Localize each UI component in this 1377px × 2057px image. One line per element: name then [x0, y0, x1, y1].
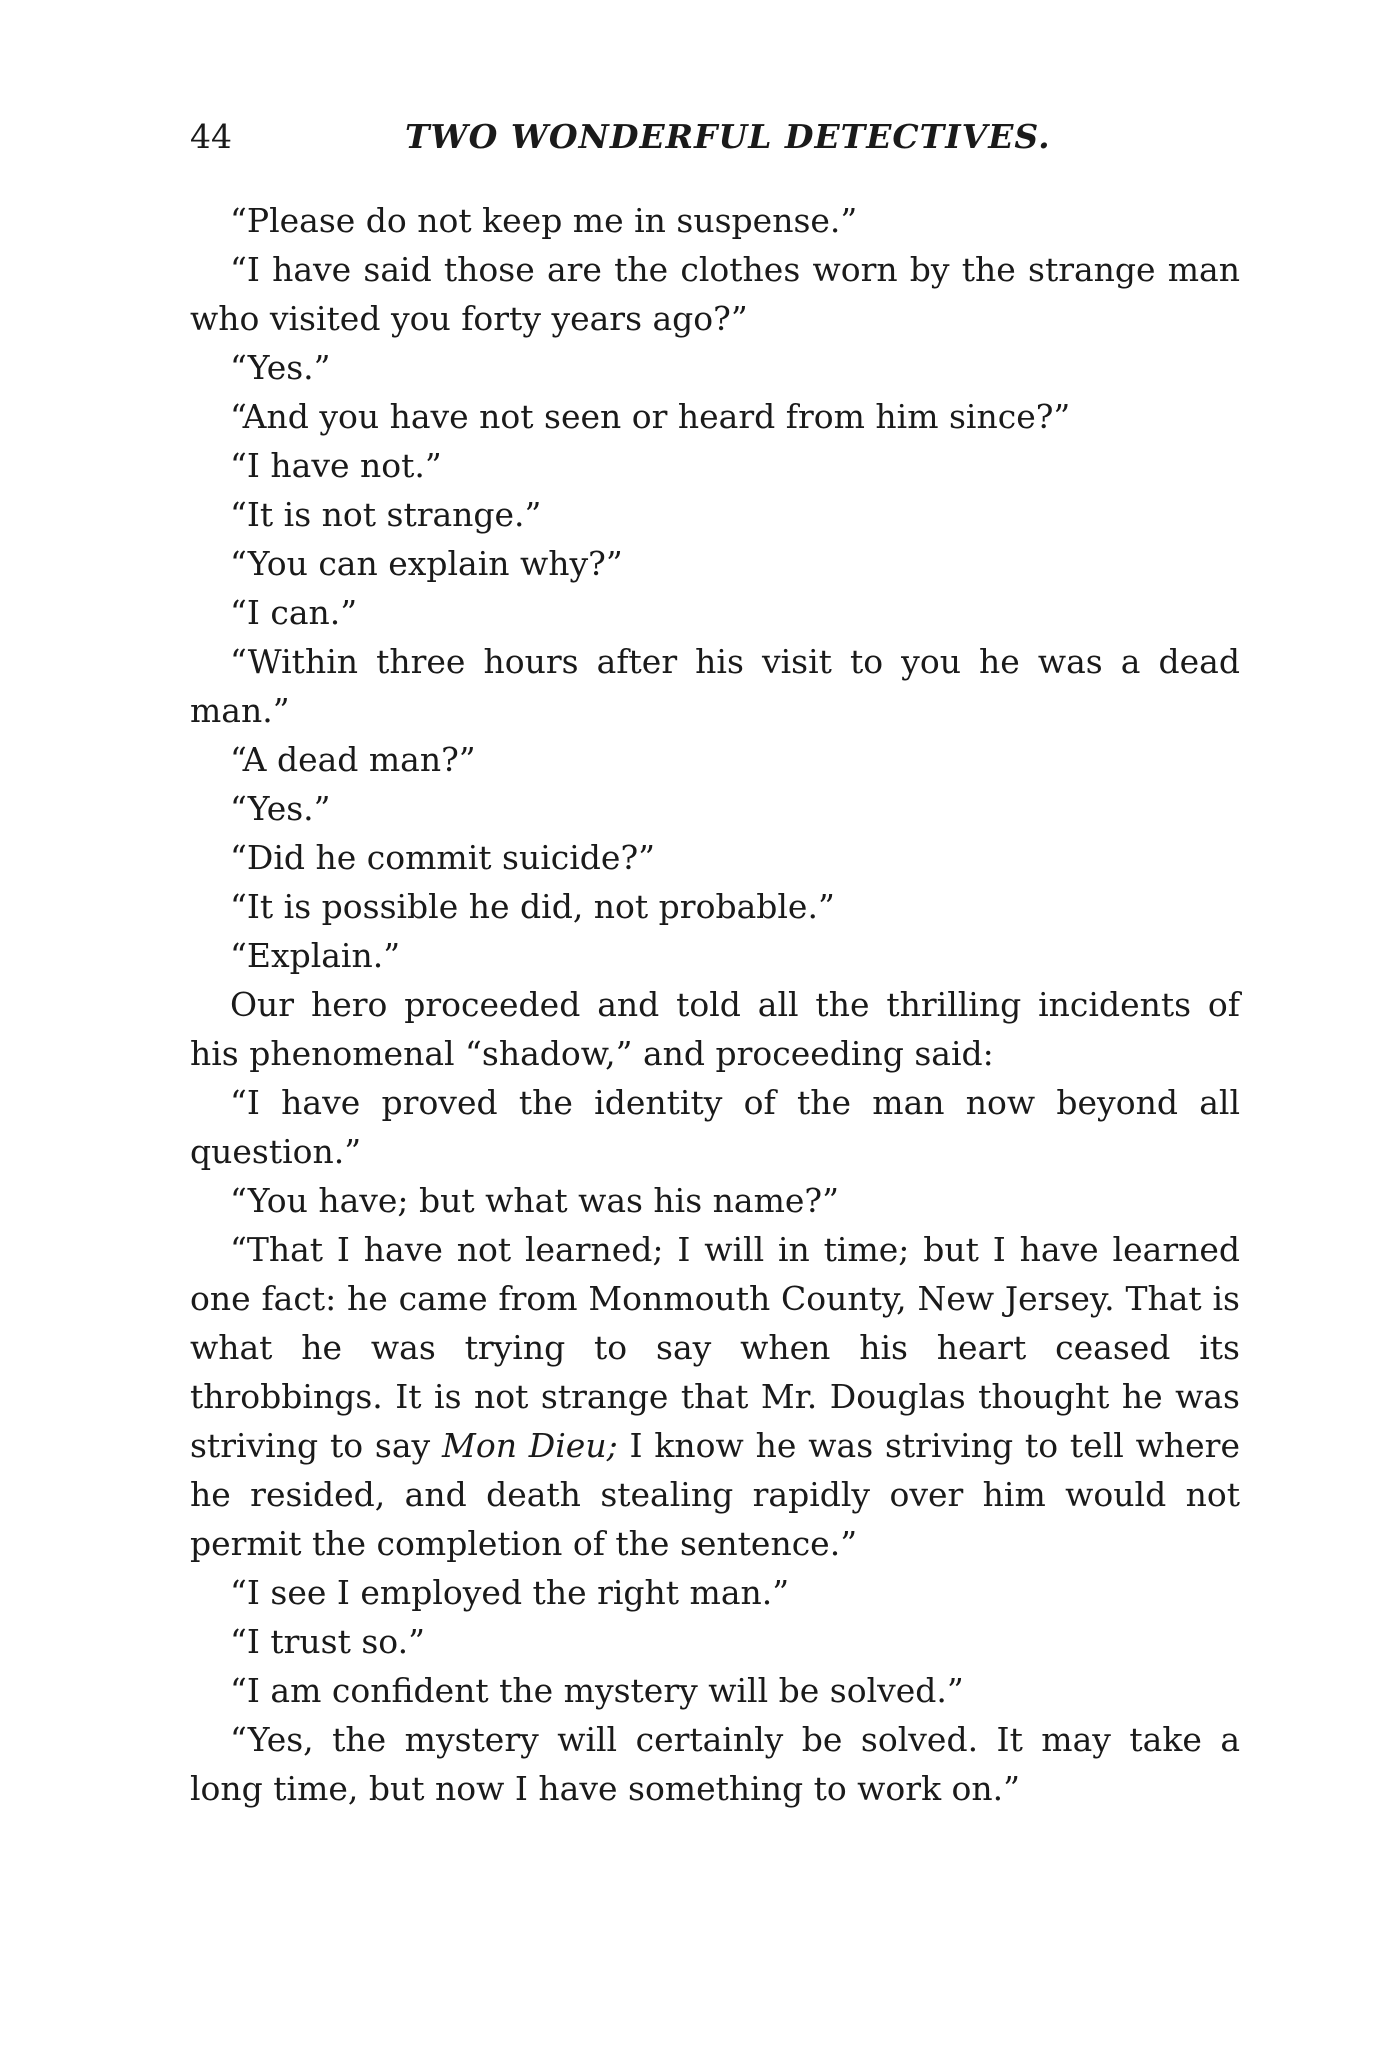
paragraph: “Did he commit suicide?” [230, 838, 656, 877]
paragraph: “Within three hours after his visit to you he was a dead man.” [190, 642, 1240, 730]
paragraph: “Please do not keep me in suspense.” [230, 201, 858, 240]
paragraph: “I can.” [230, 593, 358, 632]
paragraph: “You have; but what was his name?” [230, 1181, 839, 1220]
paragraph-text: I know he was striving to tell where he resided, and death stealing rapidly over him would not permit the completion of the sentence.” [190, 1426, 1240, 1563]
italic-phrase: Mon Dieu; [442, 1426, 618, 1465]
paragraph: “You can explain why?” [230, 544, 623, 583]
paragraph: Our hero proceeded and told all the thrilling incidents of his phenomenal “shadow,” and proceeding said: [190, 985, 1240, 1073]
paragraph: “Explain.” [230, 936, 401, 975]
paragraph-text: “That I have not learned; I will in time; but I have learned one fact: he came from Monmouth County, New Jersey. That is what he was trying to say when his heart ceased its throbbings. It is not strange that Mr. Douglas thought he was striving to say [190, 1230, 1240, 1465]
paragraph [190, 1225, 1240, 1568]
page-header [190, 112, 1240, 162]
paragraph: “I am confident the mystery will be solved.” [230, 1671, 964, 1710]
paragraph: “Yes, the mystery will certainly be solved. It may take a long time, but now I have something to work on.” [190, 1720, 1240, 1808]
paragraph: “I have said those are the clothes worn by the strange man who visited you forty years ago?” [190, 250, 1240, 338]
running-title: TWO WONDERFUL DETECTIVES. [405, 117, 1051, 156]
paragraph: “I have not.” [230, 446, 442, 485]
paragraph: “I see I employed the right man.” [230, 1573, 790, 1612]
paragraph: “Yes.” [230, 348, 331, 387]
paragraph: “It is not strange.” [230, 495, 542, 534]
paragraph: “It is possible he did, not probable.” [230, 887, 835, 926]
paragraph: “I have proved the identity of the man now beyond all question.” [190, 1083, 1240, 1171]
paragraph: “A dead man?” [230, 740, 476, 779]
body-text [190, 196, 1240, 1813]
paragraph: “Yes.” [230, 789, 331, 828]
paragraph: “And you have not seen or heard from him since?” [230, 397, 1071, 436]
page-number: 44 [190, 117, 232, 156]
paragraph: “I trust so.” [230, 1622, 425, 1661]
